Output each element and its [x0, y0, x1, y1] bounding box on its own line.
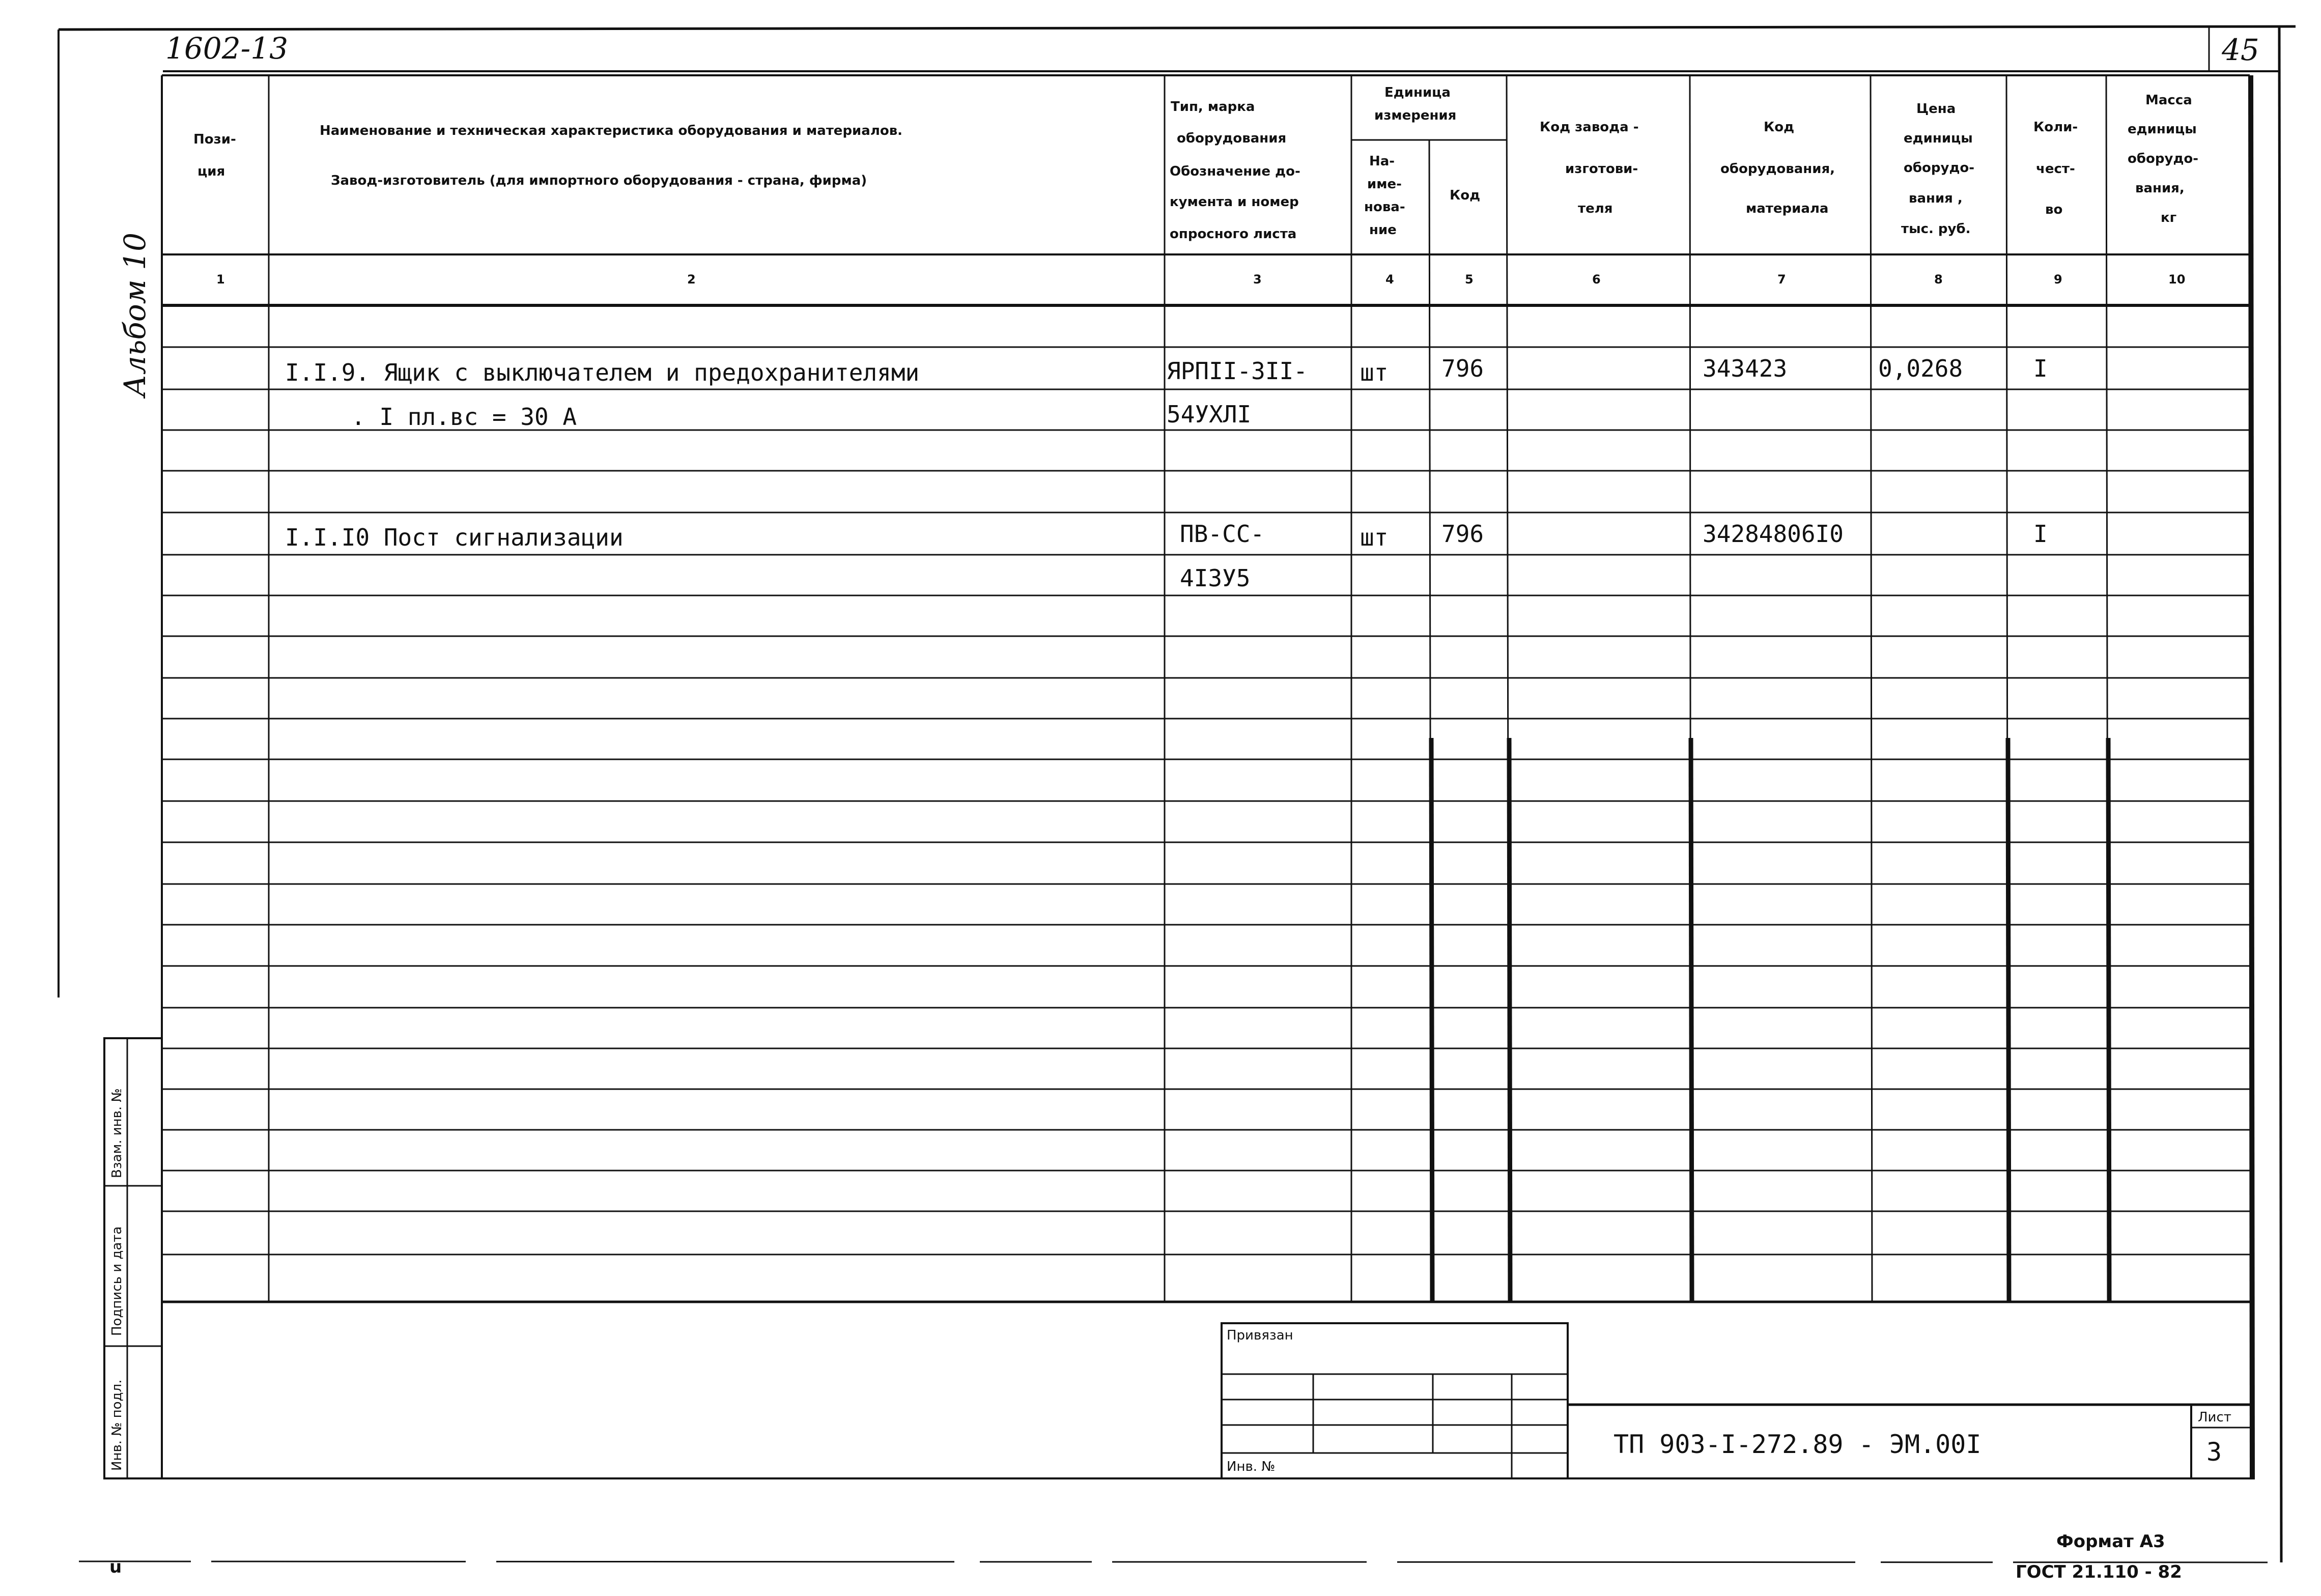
- header-col6-line2: изготови-: [1565, 161, 1638, 177]
- header-col10-line3: оборудо-: [2128, 151, 2199, 166]
- item-type-line1: ПВ-СС-: [1180, 520, 1265, 548]
- colnum-4: 4: [1385, 272, 1394, 287]
- header-col8-line4: вания ,: [1909, 191, 1963, 206]
- colnum-7: 7: [1777, 272, 1786, 287]
- item-equipment-code: 343423: [1703, 355, 1788, 382]
- table-row: [285, 355, 2048, 431]
- header-col10-line2: единицы: [2128, 122, 2197, 137]
- header-col8-line3: оборудо-: [1904, 160, 1975, 176]
- side-stamp-replace: Взам. инв. №: [109, 1088, 125, 1178]
- item-unit-code: 796: [1441, 355, 1484, 382]
- left-mark: u: [109, 1557, 122, 1577]
- item-name: I.I.9. Ящик с выключателем и предохранителями: [285, 359, 920, 386]
- header-col5: Код: [1450, 188, 1481, 203]
- item-unit: шт: [1360, 359, 1389, 386]
- header-col4-line3: нова-: [1364, 200, 1405, 215]
- colnum-2: 2: [687, 272, 696, 287]
- doc-number: 1602-13: [165, 31, 289, 66]
- colnum-3: 3: [1253, 272, 1262, 287]
- side-stamp-signature: Подпись и дата: [109, 1226, 125, 1336]
- item-type-line1: ЯРПII-3II-: [1167, 357, 1308, 385]
- item-unit-code: 796: [1441, 520, 1484, 548]
- inv-label: Инв. №: [1227, 1459, 1276, 1474]
- header-col10-line4: вания,: [2135, 181, 2185, 196]
- colnum-8: 8: [1934, 272, 1943, 287]
- header-col3-line2: оборудования: [1177, 131, 1287, 146]
- header-col1-line2: ция: [197, 164, 225, 179]
- header-col10-line5: кг: [2161, 210, 2177, 225]
- header-col4-line1: На-: [1369, 154, 1395, 169]
- standard-label: ГОСТ 21.110 - 82: [2016, 1562, 2182, 1582]
- page-number: 45: [2222, 33, 2259, 67]
- header-col4-line4: ние: [1369, 222, 1397, 238]
- header-col2-line1: Наименование и техническая характеристика оборудования и материалов.: [320, 123, 903, 138]
- side-stamp-inv: Инв. № подл.: [109, 1379, 125, 1471]
- item-equipment-code: 34284806I0: [1703, 520, 1844, 548]
- item-name-line2: . I пл.вс = 30 А: [351, 403, 577, 431]
- header-col7-line1: Код: [1764, 120, 1795, 135]
- header-col7-line2: оборудования,: [1720, 161, 1835, 177]
- column-number-row: [216, 272, 2185, 287]
- header-col4-line2: име-: [1367, 177, 1402, 192]
- outer-frame: [59, 26, 2296, 1562]
- item-quantity: I: [2033, 520, 2048, 548]
- header-col8-line5: тыс. руб.: [1901, 221, 1971, 237]
- item-type-line2: 4I3У5: [1180, 564, 1251, 592]
- item-quantity: I: [2033, 355, 2048, 382]
- item-name: I.I.I0 Пост сигнализации: [285, 524, 624, 551]
- table-header: [193, 85, 2198, 242]
- sheet-number: 3: [2206, 1437, 2222, 1467]
- header-col3-line3: Обозначение до-: [1170, 164, 1300, 179]
- header-col6-line3: теля: [1578, 201, 1613, 216]
- header-unit-group-line1: Единица: [1384, 85, 1451, 100]
- header-col6-line1: Код завода -: [1540, 120, 1639, 135]
- header-unit-group-line2: измерения: [1374, 108, 1457, 123]
- sheet-label: Лист: [2198, 1410, 2231, 1425]
- item-type-line2: 54УХЛI: [1167, 401, 1252, 428]
- colnum-6: 6: [1592, 272, 1601, 287]
- header-col10-line1: Масса: [2145, 93, 2192, 108]
- header-col8-line2: единицы: [1904, 131, 1973, 146]
- header-col9-line1: Коли-: [2033, 120, 2078, 135]
- header-col7-line3: материала: [1746, 201, 1829, 216]
- document-designation: ТП 903-I-272.89 - ЭМ.00I: [1614, 1430, 1982, 1459]
- colnum-5: 5: [1465, 272, 1474, 287]
- header-col3-line4: кумента и номер: [1170, 194, 1299, 210]
- colnum-9: 9: [2054, 272, 2062, 287]
- header-col9-line3: во: [2045, 202, 2063, 217]
- format-label: Формат А3: [2056, 1531, 2165, 1552]
- header-col9-line2: чест-: [2036, 161, 2075, 177]
- header-col3-line5: опросного листа: [1170, 226, 1297, 242]
- album-label: Альбом 10: [118, 232, 152, 397]
- table-body-rules: [162, 347, 2251, 1255]
- colnum-10: 10: [2168, 272, 2186, 287]
- header-col3-line1: Тип, марка: [1171, 99, 1255, 115]
- header-col8-line1: Цена: [1916, 101, 1956, 117]
- colnum-1: 1: [216, 272, 225, 287]
- table-row: [285, 520, 2048, 592]
- header-col2-line2: Завод-изготовитель (для импортного оборудования - страна, фирма): [331, 173, 867, 188]
- item-price: 0,0268: [1878, 355, 1963, 382]
- item-unit: шт: [1360, 524, 1389, 551]
- header-col1-line1: Пози-: [193, 132, 236, 147]
- linked-label: Привязан: [1227, 1328, 1293, 1343]
